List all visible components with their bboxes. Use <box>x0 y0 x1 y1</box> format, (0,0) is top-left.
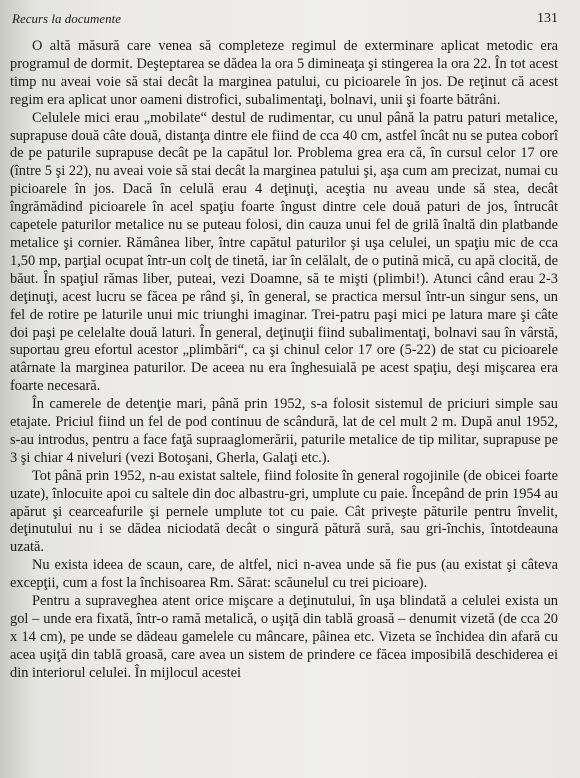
paragraph: Nu exista ideea de scaun, care, de altfel, nici n-avea unde să fie pus (au existat şi câteva excepţii, cum a fost la închisoarea Rm. Sărat: scăunelul cu trei picioare). <box>10 557 558 592</box>
page-header <box>12 8 558 30</box>
paragraph: Pentru a supraveghea atent orice mişcare a deţinutului, în uşa blindată a celulei exista un gol – unde era fixată, într-o ramă metalică, o uşiţă din tablă groasă – denumit vizetă (de cca 20 x 14 cm), pe unde se dădeau gamelele cu mâncare, pâinea etc. Vizeta se închidea din afară cu acea uşiţă din tablă groasă, care avea un sistem de prindere ce făcea imposibilă deschiderea ei din interiorul celulei. În mijlocul acestei <box>10 593 558 681</box>
paragraph: Tot până prin 1952, n-au existat saltele, fiind folosite în general rogojinile (de obicei foarte uzate), înlocuite apoi cu saltele din doc albastru-gri, umplute cu paie. Începând de prin 1954 au apărut şi cearceafurile şi pernele umplute tot cu paie. Cât priveşte păturile pentru învelit, deţinutului nu i se dădea niciodată decât o singură pătură sură, sau gri-închis, întotdeauna uzată. <box>10 467 558 556</box>
paragraph: O altă măsură care venea să completeze regimul de exterminare aplicat metodic era programul de dormit. Deşteptarea se dădea la ora 5 dimineaţa şi stingerea la ora 22. În tot acest timp nu aveai voie să stai decât la marginea patului, cu picioarele în jos. De reţinut că acest regim era aplicat unor oameni distrofici, subalimentaţi, bolnavi, unii şi foarte bătrâni. <box>10 38 558 108</box>
page-number: 131 <box>537 11 558 26</box>
running-head: Recurs la documente <box>12 11 122 26</box>
body-text <box>10 38 558 683</box>
paragraph: Celulele mici erau „mobilate“ destul de rudimentar, cu unul până la patru paturi metalice, suprapuse două câte două, distanţa dintre ele fiind de cca 40 cm, astfel încât nu se putea coborî de pe paturile suprapuse decât pe la capătul lor. Problema grea era că, în cursul celor 17 ore (între 5 şi 22), nu aveai voie să stai decât la marginea patului şi, aşa cum am precizat, numai cu picioarele în jos. Dacă în celulă erau 4 deţinuţi, aceştia nu aveau unde să stea, decât îngrămădind picioarele în acel spaţiu foarte îngust dintre cele două paturi de jos, întrucât capetele paturilor metalice nu se puteau folosi, din cauza unui fel de grilă înaltă din platbande metalice şi cornier. Rămânea liber, între capătul paturilor şi uşa celulei, un spaţiu mic de cca 1,50 mp, parţial ocupat într-un colţ de tinetă, iar în celălalt, de o putină mică, cu apă clocită, de băut. În spaţiul rămas liber, puteai, vezi Doamne, să te mişti (plimbi!). Atunci când erau 2-3 deţinuţi, acest lucru se făcea pe rând şi, în general, se practica mersul într-un singur sens, un fel de rotire pe laturile unui mic triunghi imaginar. Trei-patru paşi mici pe latura mare şi câte doi paşi pe celelalte două laturi. În general, deţinuţii fiind subalimentaţi, bolnavi sau în vârstă, suportau greu efortul acestor „plimbări“, ca şi chinul celor 17 ore (5-22) de stat cu picioarele atârnate la marginea paturilor. De aceea nu era înghesuială pe acest spaţiu, deşi mişcarea era foarte necesară. <box>10 109 558 395</box>
paragraph: În camerele de detenţie mari, până prin 1952, s-a folosit sistemul de priciuri simple sau etajate. Priciul fiind un fel de pod continuu de scândură, lat de cel mult 2 m. După anul 1952, s-au introdus, pentru a face faţă supraaglomerării, paturile metalice de tip militar, suprapuse pe 3 şi chiar 4 niveluri (vezi Botoşani, Gherla, Galaţi etc.). <box>10 396 558 466</box>
